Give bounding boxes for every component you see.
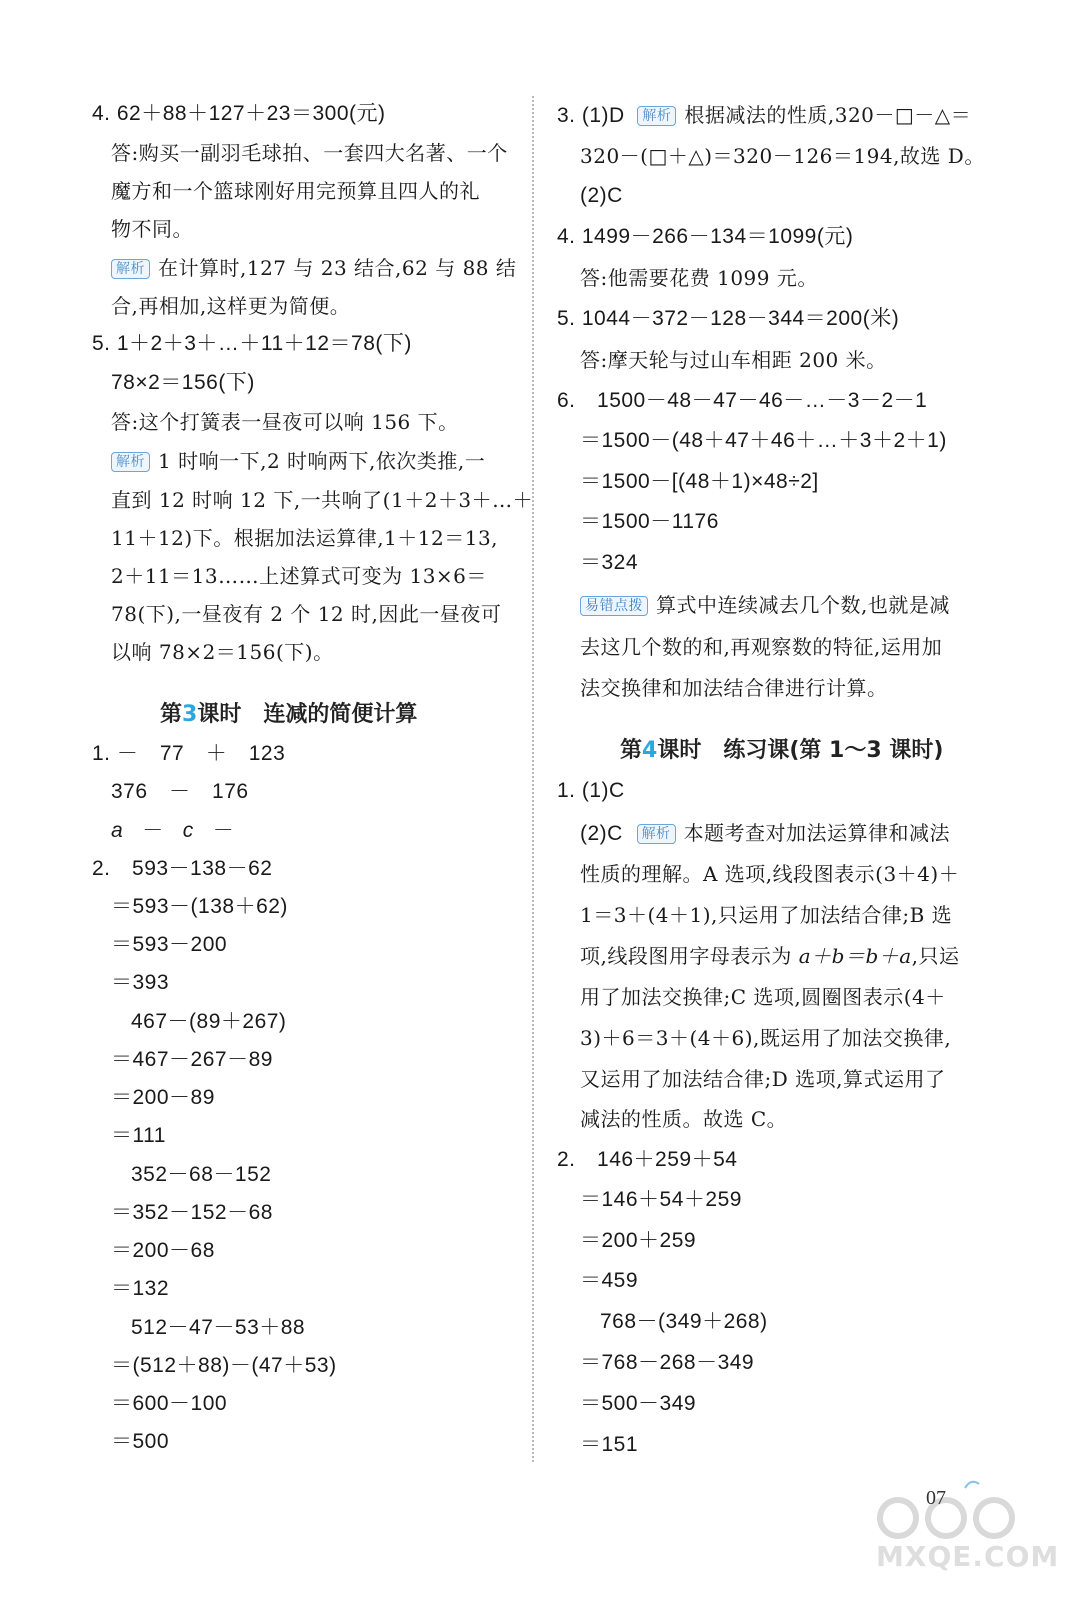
q2-line-1: 2. 593－138－62 (92, 857, 273, 880)
problem-5-explanation-line-2: 直到 12 时响 12 下,一共响了(1＋2＋3＋…＋ (111, 488, 534, 512)
q2-line-8: ＝111 (111, 1124, 166, 1147)
problem-4-explanation-line-1 (111, 254, 516, 282)
s1-line-9: 减法的性质。故选 C。 (580, 1107, 788, 1131)
s1-line-2 (580, 819, 950, 848)
problem-5-equation: 5. 1＋2＋3＋…＋11＋12＝78(下) (92, 332, 412, 355)
s2-line-4: ＝459 (580, 1269, 639, 1292)
heading-title: 练习课(第 1～3 课时) (723, 738, 944, 763)
q1-row-2: 376 － 176 (111, 780, 249, 803)
s2-line-2: ＝146＋54＋259 (580, 1188, 742, 1211)
s1-line-3: 性质的理解。A 选项,线段图表示(3＋4)＋ (580, 862, 960, 886)
analysis-badge: 解析 (637, 824, 676, 844)
s1-answer-2: (2)C (580, 822, 623, 845)
error-tip-badge: 易错点拨 (580, 596, 648, 616)
s1-explanation-1: 本题考查对加法运算律和减法 (683, 821, 951, 845)
q1-row-1: 1. － 77 ＋ 123 (92, 742, 286, 765)
heading-title: 连减的简便计算 (263, 702, 418, 727)
problem-4-explanation-line-2: 合,再相加,这样更为简便。 (111, 294, 351, 318)
heading-prefix: 第 (160, 702, 183, 727)
s1-line-5-a: 项,线段图用字母表示为 (580, 944, 799, 968)
r5-line-1: 5. 1044－372－128－344＝200(米) (557, 307, 900, 330)
s2-line-5: 768－(349＋268) (600, 1310, 768, 1333)
q2-line-2: ＝593－(138＋62) (111, 895, 288, 918)
r3-line-1 (557, 101, 971, 130)
s2-line-6: ＝768－268－349 (580, 1351, 755, 1374)
minus-sign: － (212, 819, 235, 842)
heading-number: 4 (642, 738, 658, 763)
q2-line-3: ＝593－200 (111, 933, 228, 956)
q2-line-13: 512－47－53＋88 (131, 1316, 306, 1339)
q2-line-9: 352－68－152 (131, 1163, 272, 1186)
problem-4-answer-line-2: 魔方和一个篮球刚好用完预算且四人的礼 (111, 179, 480, 203)
q1-row-3 (111, 817, 234, 845)
q2-line-14: ＝(512＋88)－(47＋53) (111, 1354, 337, 1377)
problem-4-equation: 4. 62＋88＋127＋23＝300(元) (92, 102, 386, 125)
r6-line-4: ＝1500－1176 (580, 510, 719, 533)
analysis-badge: 解析 (637, 106, 676, 126)
s2-line-8: ＝151 (580, 1433, 639, 1456)
problem-5-explanation-line-1 (111, 447, 485, 475)
heading-prefix: 第 (620, 738, 643, 763)
q2-line-12: ＝132 (111, 1277, 170, 1300)
heading-number: 3 (182, 702, 198, 727)
r3-answer-1: 3. (1)D (557, 104, 625, 127)
problem-4-explanation-text: 在计算时,127 与 23 结合,62 与 88 结 (158, 256, 517, 280)
s2-line-1: 2. 146＋259＋54 (557, 1148, 738, 1171)
q2-line-6: ＝467－267－89 (111, 1048, 273, 1071)
r3-line-3: (2)C (580, 184, 623, 207)
r6-tip-line-3: 法交换律和加法结合律进行计算。 (580, 676, 888, 700)
lesson-3-heading (160, 700, 417, 730)
problem-5-product: 78×2＝156(下) (111, 371, 255, 394)
q2-line-5: 467－(89＋267) (131, 1010, 287, 1033)
s1-line-5-c: ,只运 (911, 944, 960, 968)
s1-line-6: 用了加法交换律;C 选项,圆圈图表示(4＋ (580, 985, 946, 1009)
problem-5-explanation-line-6: 以响 78×2＝156(下)。 (111, 640, 334, 664)
r4-answer: 答:他需要花费 1099 元。 (580, 266, 818, 290)
var-a: a (111, 819, 124, 842)
r6-tip-line-2: 去这几个数的和,再观察数的特征,运用加 (580, 635, 943, 659)
q2-line-4: ＝393 (111, 971, 170, 994)
problem-4-answer-line-3: 物不同。 (111, 217, 193, 241)
page-number: 07 (926, 1487, 946, 1509)
q2-line-15: ＝600－100 (111, 1392, 228, 1415)
analysis-badge: 解析 (111, 452, 150, 472)
r6-line-2: ＝1500－(48＋47＋46＋…＋3＋2＋1) (580, 429, 947, 452)
var-c: c (182, 819, 194, 842)
s2-line-3: ＝200＋259 (580, 1229, 697, 1252)
q2-line-16: ＝500 (111, 1430, 170, 1453)
s1-line-1: 1. (1)C (557, 779, 625, 802)
q2-line-7: ＝200－89 (111, 1086, 215, 1109)
q2-line-10: ＝352－152－68 (111, 1201, 273, 1224)
r4-line-1: 4. 1499－266－134＝1099(元) (557, 225, 854, 248)
s2-line-7: ＝500－349 (580, 1392, 697, 1415)
problem-5-explanation-line-3: 11＋12)下。根据加法运算律,1＋12＝13, (111, 526, 499, 550)
watermark-text: MXQE.COM (876, 1540, 1060, 1573)
r6-line-3: ＝1500－[(48＋1)×48÷2] (580, 470, 819, 493)
problem-4-answer-line-1: 答:购买一副羽毛球拍、一套四大名著、一个 (111, 141, 508, 165)
s1-line-5 (580, 942, 960, 970)
heading-lesson-word: 课时 (657, 738, 702, 763)
r6-tip-text: 算式中连续减去几个数,也就是减 (656, 593, 950, 617)
minus-sign: － (142, 819, 164, 842)
s1-line-7: 3)＋6＝3＋(4＋6),既运用了加法交换律, (580, 1026, 952, 1050)
r5-answer: 答:摩天轮与过山车相距 200 米。 (580, 348, 887, 372)
problem-5-explanation-line-5: 78(下),一昼夜有 2 个 12 时,因此一昼夜可 (111, 602, 502, 626)
analysis-badge: 解析 (111, 259, 150, 279)
problem-5-explanation-text: 1 时响一下,2 时响两下,依次类推,一 (158, 449, 486, 473)
column-divider (532, 96, 534, 1462)
heading-lesson-word: 课时 (197, 702, 242, 727)
r6-line-5: ＝324 (580, 551, 639, 574)
lesson-4-heading (620, 736, 943, 766)
s1-formula: a＋b＝b＋a (798, 944, 912, 968)
r6-tip-line-1 (580, 591, 950, 619)
s1-line-4: 1＝3＋(4＋1),只运用了加法结合律;B 选 (580, 903, 953, 927)
r3-line-2: 320－(□＋△)＝320－126＝194,故选 D。 (580, 144, 985, 168)
q2-line-11: ＝200－68 (111, 1239, 215, 1262)
r3-explanation-1: 根据减法的性质,320－□－△＝ (684, 103, 972, 127)
problem-5-explanation-line-4: 2＋11＝13……上述算式可变为 13×6＝ (111, 564, 487, 588)
r6-line-1: 6. 1500－48－47－46－…－3－2－1 (557, 389, 928, 412)
s1-line-8: 又运用了加法结合律;D 选项,算式运用了 (580, 1067, 946, 1091)
problem-5-answer: 答:这个打簧表一昼夜可以响 156 下。 (111, 410, 459, 434)
